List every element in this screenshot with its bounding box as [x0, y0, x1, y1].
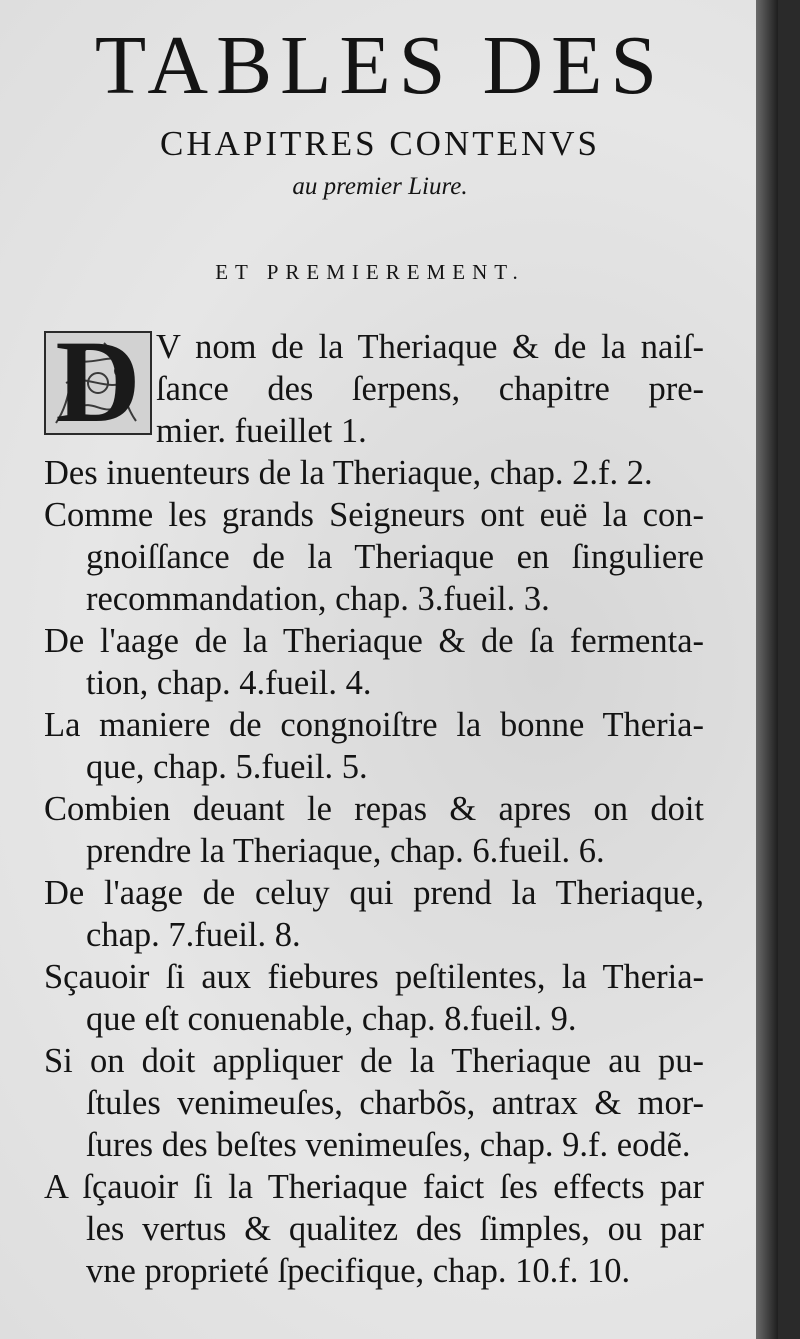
toc-entry-last-line: [44, 1124, 704, 1166]
toc-entry-line: De l'aage de celuy qui prend la Theriaque,: [44, 874, 704, 912]
toc-entry-folio: f. 10.: [558, 1252, 631, 1290]
toc-entry-folio: fueil. 3.: [443, 580, 550, 618]
toc-entry-line: ſtules venimeuſes, charbõs, antrax & mor-: [86, 1084, 704, 1122]
page-subtitle-italic: au premier Liure.: [292, 173, 468, 200]
section-lead: ET PREMIEREMENT.: [215, 260, 525, 284]
book-gutter-edge: [756, 0, 778, 1339]
toc-entry-folio: fueil. 4.: [265, 664, 372, 702]
initial-letter: D: [55, 331, 141, 435]
toc-entry: [44, 956, 704, 1040]
toc-entry-line: les vertus & qualitez des ſimples, ou par: [86, 1210, 704, 1248]
toc-entry-title-end: mier.: [156, 412, 226, 450]
table-of-contents: [44, 326, 704, 1292]
toc-entry-last-line: [44, 746, 704, 788]
toc-entry-last-line: [44, 578, 704, 620]
toc-entry-folio: fueillet 1.: [234, 412, 367, 450]
page-subtitle: CHAPITRES CONTENVS: [159, 124, 600, 163]
toc-entry-line: La maniere de congnoiſtre la bonne Theria-: [44, 706, 704, 744]
toc-entry: [44, 620, 704, 704]
toc-entry: [44, 326, 704, 452]
toc-entry-title-end: que, chap. 5.: [86, 748, 262, 786]
toc-entry-last-line: [44, 452, 704, 494]
toc-entry: [44, 788, 704, 872]
toc-entry-line: ſance des ſerpens, chapitre pre-: [156, 370, 704, 408]
toc-entry-folio: f. 2.: [598, 454, 653, 492]
toc-entry-last-line: [44, 662, 704, 704]
toc-entry-folio: fueil. 6.: [498, 832, 605, 870]
toc-entry-title-end: tion, chap. 4.: [86, 664, 266, 702]
toc-entry-line: V nom de la Theriaque & de la naiſ-: [156, 328, 704, 366]
toc-entry-line: A ſçauoir ſi la Theriaque faict ſes effects par: [44, 1168, 704, 1206]
toc-entry: [44, 1166, 704, 1292]
toc-entry-last-line: [44, 998, 704, 1040]
toc-entry-line: Combien deuant le repas & apres on doit: [44, 790, 704, 828]
toc-entry: [44, 872, 704, 956]
toc-entry: [44, 452, 704, 494]
toc-entry-folio: f. eodẽ.: [588, 1126, 691, 1164]
toc-entry-last-line: [44, 410, 704, 452]
toc-entry-folio: fueil. 5.: [261, 748, 368, 786]
toc-entry-title-end: recommandation, chap. 3.: [86, 580, 444, 618]
toc-entry-folio: fueil. 9.: [470, 1000, 577, 1038]
toc-entry-line: Si on doit appliquer de la Theriaque au pu-: [44, 1042, 704, 1080]
toc-entry-line: Sçauoir ſi aux fiebures peſtilentes, la Theria-: [44, 958, 704, 996]
toc-entry-line: De l'aage de la Theriaque & de ſa fermenta-: [44, 622, 704, 660]
page-title: TABLES DES: [94, 19, 666, 112]
toc-entry-title-end: Des inuenteurs de la Theriaque, chap. 2.: [44, 454, 599, 492]
toc-entry-line: Comme les grands Seigneurs ont euë la con-: [44, 496, 704, 534]
toc-entry-last-line: [44, 830, 704, 872]
toc-entry-title-end: prendre la Theriaque, chap. 6.: [86, 832, 499, 870]
toc-entry: [44, 1040, 704, 1166]
toc-entry-title-end: ſures des beſtes venimeuſes, chap. 9.: [86, 1126, 589, 1164]
toc-entry-last-line: [44, 1250, 704, 1292]
toc-entry-title-end: chap. 7.: [86, 916, 195, 954]
toc-entry-last-line: [44, 914, 704, 956]
toc-entry-folio: fueil. 8.: [194, 916, 301, 954]
toc-entry-line: gnoiſſance de la Theriaque en ſinguliere: [86, 538, 704, 576]
toc-entry: [44, 494, 704, 620]
toc-entry: [44, 704, 704, 788]
toc-entry-title-end: vne proprieté ſpecifique, chap. 10.: [86, 1252, 559, 1290]
toc-entry-title-end: que eſt conuenable, chap. 8.: [86, 1000, 471, 1038]
